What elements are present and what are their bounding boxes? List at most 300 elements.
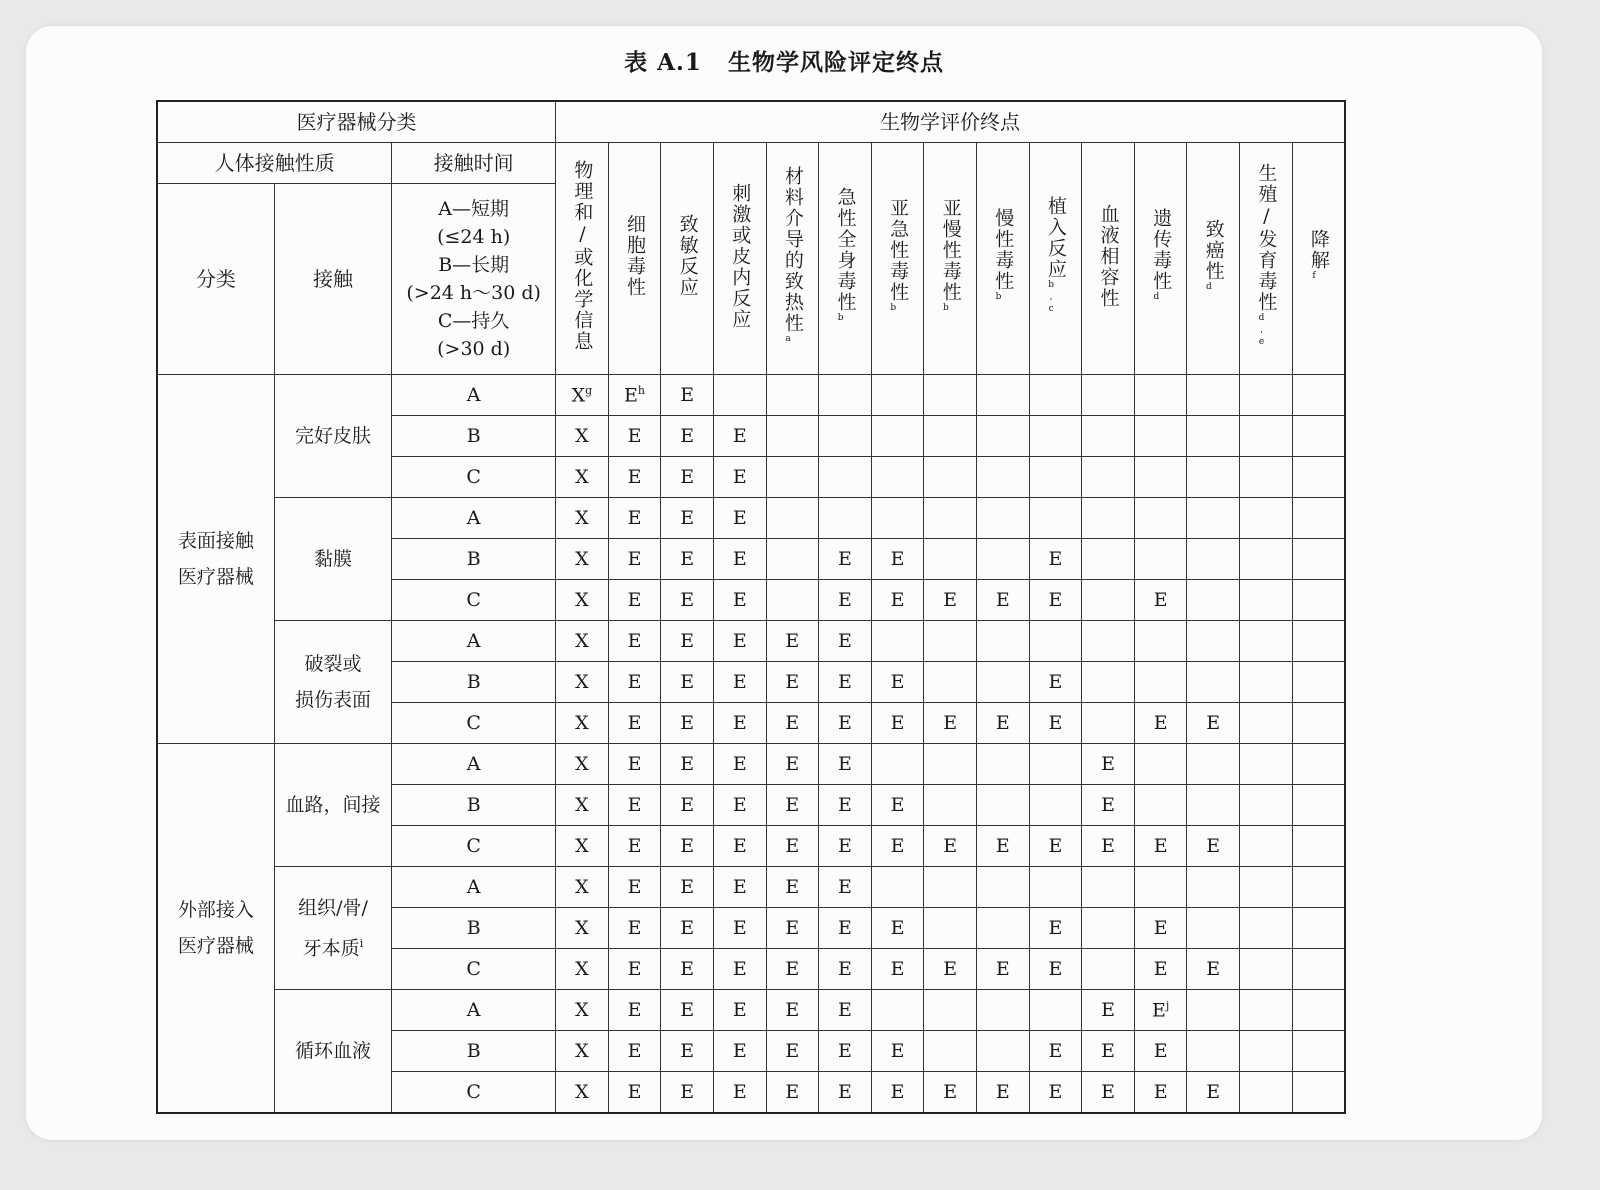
endpoint-cell — [556, 1072, 609, 1114]
cell-value: E — [627, 589, 642, 611]
endpoint-cell — [661, 990, 714, 1031]
endpoint-cell — [1240, 539, 1293, 580]
endpoint-cell — [977, 416, 1030, 457]
cell-value: E — [680, 1040, 695, 1062]
endpoint-cell — [1240, 908, 1293, 949]
endpoint-label-text: 致癌性 — [1202, 218, 1225, 282]
duration-legend — [392, 184, 556, 375]
duration-legend-line: (>30 d) — [437, 338, 511, 360]
endpoint-cell — [661, 826, 714, 867]
duration-cell: A — [392, 621, 556, 662]
cell-value: E — [1101, 753, 1115, 775]
cell-value: E — [785, 753, 800, 775]
cell-value: E — [890, 835, 905, 857]
endpoint-label-text: 物理和/或化学信息 — [571, 160, 594, 352]
endpoint-cell — [608, 621, 661, 662]
endpoint-cell — [661, 785, 714, 826]
endpoint-label-text: 急性全身毒性 — [834, 187, 857, 313]
endpoint-label — [1046, 196, 1065, 316]
endpoint-cell — [1240, 498, 1293, 539]
cell-value: E — [838, 712, 852, 734]
endpoint-cell — [924, 744, 977, 785]
cell-value: E — [680, 384, 695, 406]
endpoint-cell — [924, 908, 977, 949]
endpoint-cell — [608, 826, 661, 867]
endpoint-cell — [766, 744, 819, 785]
cell-value: E — [943, 712, 958, 734]
endpoint-cell — [661, 375, 714, 416]
endpoint-cell — [713, 539, 766, 580]
cell-value: E — [732, 548, 747, 570]
endpoint-cell — [871, 908, 924, 949]
endpoint-cell — [819, 1031, 872, 1072]
endpoint-header — [1292, 143, 1345, 375]
endpoint-header — [1187, 143, 1240, 375]
table-row — [157, 990, 1345, 1031]
cell-value: E — [838, 1040, 852, 1062]
endpoint-cell — [1187, 826, 1240, 867]
endpoint-cell — [1082, 785, 1135, 826]
endpoint-cell — [1240, 703, 1293, 744]
endpoint-cell — [871, 580, 924, 621]
endpoint-cell — [713, 416, 766, 457]
endpoint-label-text: 慢性毒性 — [992, 208, 1015, 292]
endpoint-label — [992, 208, 1015, 304]
contact-line — [275, 787, 391, 823]
duration-cell: C — [392, 457, 556, 498]
endpoint-cell — [871, 457, 924, 498]
endpoint-cell — [556, 457, 609, 498]
endpoint-cell — [819, 457, 872, 498]
endpoint-cell — [766, 990, 819, 1031]
endpoint-cell — [766, 1031, 819, 1072]
cell-value: E — [732, 1081, 747, 1103]
cell-value: E — [995, 835, 1010, 857]
endpoint-header — [977, 143, 1030, 375]
cell-value: E — [1153, 1040, 1168, 1062]
endpoint-cell — [924, 457, 977, 498]
endpoint-cell — [556, 1031, 609, 1072]
footnote-marker: b — [993, 292, 1004, 304]
endpoint-cell — [1187, 990, 1240, 1031]
endpoint-cell — [713, 662, 766, 703]
endpoint-cell — [1292, 375, 1345, 416]
endpoint-cell — [661, 457, 714, 498]
duration-cell: A — [392, 990, 556, 1031]
contact-cell — [274, 375, 391, 498]
category-line: 外部接入 — [177, 899, 254, 921]
endpoint-cell — [661, 949, 714, 990]
endpoint-cell — [1134, 703, 1187, 744]
endpoint-cell — [924, 867, 977, 908]
footnote-marker: i — [359, 936, 364, 950]
endpoint-cell — [1134, 662, 1187, 703]
endpoint-cell — [1240, 744, 1293, 785]
duration-legend-line: A—短期 — [438, 198, 510, 220]
endpoint-cell — [819, 621, 872, 662]
endpoint-cell — [1292, 867, 1345, 908]
cell-value: E — [1153, 589, 1168, 611]
cell-value: X — [575, 1081, 589, 1103]
cell-value: X — [575, 671, 589, 693]
cell-value: E — [680, 466, 695, 488]
endpoint-header — [1082, 143, 1135, 375]
cell-value: X — [575, 507, 589, 529]
table-body — [157, 101, 1345, 1113]
endpoint-cell — [977, 539, 1030, 580]
endpoint-label-text: 细胞毒性 — [624, 214, 647, 298]
cell-value: E — [732, 958, 747, 980]
duration-cell: A — [392, 498, 556, 539]
endpoint-cell — [871, 621, 924, 662]
endpoint-cell — [661, 539, 714, 580]
endpoint-cell — [608, 908, 661, 949]
endpoint-cell — [1240, 457, 1293, 498]
cell-value: E — [1206, 835, 1221, 857]
endpoint-cell — [766, 785, 819, 826]
cell-value: E — [943, 1081, 958, 1103]
cell-value: E — [627, 1040, 642, 1062]
endpoint-cell — [1187, 949, 1240, 990]
endpoint-cell — [924, 1072, 977, 1114]
footnote-marker: b — [835, 313, 846, 325]
duration-legend-line: (>24 h～30 d) — [406, 282, 541, 304]
endpoint-cell — [1134, 744, 1187, 785]
endpoint-cell — [977, 908, 1030, 949]
endpoint-cell — [977, 949, 1030, 990]
endpoint-cell — [1187, 498, 1240, 539]
cell-value: X — [575, 425, 589, 447]
cell-value: E — [1048, 712, 1063, 734]
endpoint-label — [1150, 208, 1173, 304]
endpoint-cell — [819, 990, 872, 1031]
endpoint-cell — [556, 949, 609, 990]
cell-value: E — [785, 876, 800, 898]
endpoint-cell — [1240, 867, 1293, 908]
endpoint-cell — [713, 826, 766, 867]
endpoint-cell — [556, 744, 609, 785]
contact-line — [275, 926, 391, 966]
header-row-1 — [157, 101, 1345, 143]
table-row — [157, 744, 1345, 785]
endpoint-label-text: 亚慢性毒性 — [939, 197, 962, 303]
endpoint-header — [924, 143, 977, 375]
endpoint-cell — [924, 375, 977, 416]
endpoint-label — [1255, 163, 1278, 349]
endpoint-cell — [556, 498, 609, 539]
cell-value: E — [1048, 835, 1063, 857]
cell-value: E — [732, 876, 747, 898]
endpoint-cell — [1134, 867, 1187, 908]
table-title — [26, 44, 1542, 77]
endpoint-cell — [977, 1072, 1030, 1114]
endpoint-cell — [1240, 785, 1293, 826]
contact-line — [275, 418, 391, 454]
endpoint-cell — [1134, 990, 1187, 1031]
endpoint-cell — [924, 826, 977, 867]
endpoint-label — [887, 197, 910, 315]
cell-value: X — [575, 794, 589, 816]
endpoint-cell — [661, 1031, 714, 1072]
table-row — [157, 375, 1345, 416]
duration-cell: B — [392, 1031, 556, 1072]
contact-line — [275, 890, 391, 926]
endpoint-cell — [1082, 457, 1135, 498]
cell-value: E — [943, 589, 958, 611]
endpoint-cell — [819, 703, 872, 744]
endpoint-cell — [766, 457, 819, 498]
endpoint-cell — [871, 785, 924, 826]
endpoint-cell — [1029, 539, 1082, 580]
cell-value: E — [1048, 1081, 1063, 1103]
contact-line-text: 完好皮肤 — [295, 425, 372, 447]
endpoint-header — [819, 143, 872, 375]
footnote-marker: b — [940, 302, 951, 315]
endpoint-cell — [556, 580, 609, 621]
endpoint-cell — [713, 785, 766, 826]
endpoint-cell — [766, 703, 819, 744]
contact-line-text: 破裂或 — [304, 653, 362, 675]
endpoint-cell — [871, 662, 924, 703]
cell-value: X — [575, 999, 589, 1021]
endpoint-cell — [608, 498, 661, 539]
endpoint-cell — [871, 744, 924, 785]
endpoint-cell — [1240, 621, 1293, 662]
cell-value: E — [680, 671, 695, 693]
endpoint-cell — [977, 621, 1030, 662]
category-cell — [157, 744, 274, 1114]
cell-value: E — [838, 753, 852, 775]
duration-cell: C — [392, 826, 556, 867]
endpoint-cell — [713, 1031, 766, 1072]
endpoint-cell — [1187, 416, 1240, 457]
duration-cell: C — [392, 703, 556, 744]
endpoint-cell — [1029, 416, 1082, 457]
cell-value: E — [627, 876, 642, 898]
endpoint-cell — [1292, 457, 1345, 498]
endpoint-cell — [871, 703, 924, 744]
endpoint-cell — [819, 908, 872, 949]
endpoint-cell — [1082, 949, 1135, 990]
endpoint-cell — [1029, 703, 1082, 744]
cell-value: E — [732, 999, 747, 1021]
endpoint-cell — [1240, 416, 1293, 457]
endpoint-cell — [819, 867, 872, 908]
cell-value: E — [890, 958, 905, 980]
endpoint-cell — [1292, 539, 1345, 580]
endpoint-cell — [924, 785, 977, 826]
cell-value: E — [1153, 917, 1168, 939]
endpoint-cell — [1134, 375, 1187, 416]
duration-cell: A — [392, 375, 556, 416]
endpoint-cell — [713, 908, 766, 949]
endpoint-cell — [661, 744, 714, 785]
cell-value: E — [1101, 835, 1115, 857]
endpoint-cell — [608, 949, 661, 990]
endpoint-cell — [819, 949, 872, 990]
endpoint-cell — [713, 744, 766, 785]
footnote-marker: b — [888, 302, 899, 315]
cell-value: E — [838, 630, 852, 652]
cell-value: E — [732, 630, 747, 652]
endpoint-cell — [871, 539, 924, 580]
endpoint-label-text: 植入反应 — [1044, 196, 1067, 280]
endpoint-cell — [819, 375, 872, 416]
endpoint-label — [834, 187, 857, 325]
endpoint-table — [156, 100, 1346, 1114]
cell-value: X — [575, 917, 589, 939]
endpoint-cell — [1292, 621, 1345, 662]
endpoint-cell — [766, 908, 819, 949]
endpoint-label — [624, 214, 647, 298]
endpoint-cell — [819, 498, 872, 539]
header-row-2 — [157, 143, 1345, 184]
endpoint-cell — [819, 539, 872, 580]
cell-value: E — [785, 958, 800, 980]
endpoint-cell — [1292, 416, 1345, 457]
endpoint-cell — [1082, 498, 1135, 539]
endpoint-cell — [766, 498, 819, 539]
endpoint-cell — [713, 1072, 766, 1114]
cell-value: E — [890, 712, 905, 734]
endpoint-cell — [1134, 908, 1187, 949]
endpoint-header — [1029, 143, 1082, 375]
endpoint-header — [713, 143, 766, 375]
endpoint-cell — [1187, 1031, 1240, 1072]
endpoint-cell — [1029, 457, 1082, 498]
endpoint-cell — [1187, 375, 1240, 416]
endpoint-cell — [713, 621, 766, 662]
endpoint-cell — [977, 457, 1030, 498]
endpoint-cell — [1082, 375, 1135, 416]
cell-value: X — [575, 712, 589, 734]
endpoint-cell — [661, 908, 714, 949]
contact-cell — [274, 621, 391, 744]
endpoint-cell — [713, 867, 766, 908]
table-number: 表 A.1 — [624, 49, 702, 76]
endpoint-cell — [1292, 785, 1345, 826]
cell-value: E — [1151, 999, 1166, 1022]
cell-value: E — [680, 507, 695, 529]
endpoint-cell — [661, 703, 714, 744]
endpoint-label-text: 刺激或皮内反应 — [729, 182, 752, 330]
contact-line — [275, 682, 391, 718]
cell-value: E — [943, 958, 958, 980]
endpoint-cell — [766, 949, 819, 990]
endpoint-cell — [977, 990, 1030, 1031]
cell-value: E — [995, 589, 1010, 611]
endpoint-cell — [1082, 621, 1135, 662]
endpoint-cell — [1292, 949, 1345, 990]
duration-cell: B — [392, 662, 556, 703]
cell-value: E — [838, 589, 852, 611]
endpoint-cell — [924, 662, 977, 703]
endpoint-cell — [1082, 908, 1135, 949]
endpoint-cell — [661, 498, 714, 539]
endpoint-cell — [608, 785, 661, 826]
endpoint-cell — [713, 990, 766, 1031]
endpoint-cell — [766, 580, 819, 621]
endpoint-header — [871, 143, 924, 375]
endpoint-cell — [1240, 662, 1293, 703]
cell-value: E — [627, 425, 642, 447]
nature-of-contact-header: 人体接触性质 — [157, 143, 392, 184]
endpoint-cell — [1240, 826, 1293, 867]
endpoint-cell — [977, 375, 1030, 416]
cell-value: E — [627, 794, 642, 816]
endpoint-cell — [819, 416, 872, 457]
cell-value: E — [838, 958, 852, 980]
endpoint-cell — [1134, 785, 1187, 826]
endpoint-cell — [1082, 826, 1135, 867]
cell-value: E — [627, 548, 642, 570]
endpoint-cell — [1187, 621, 1240, 662]
footnote-marker: j — [1165, 998, 1170, 1012]
duration-cell: A — [392, 744, 556, 785]
footnote-marker: a — [783, 334, 794, 346]
endpoint-cell — [556, 990, 609, 1031]
endpoint-cell — [608, 580, 661, 621]
cell-value: E — [1153, 712, 1168, 734]
cell-value: E — [1153, 958, 1168, 980]
duration-cell: C — [392, 1072, 556, 1114]
cell-value: X — [575, 466, 589, 488]
endpoint-cell — [1240, 1072, 1293, 1114]
endpoint-cell — [871, 949, 924, 990]
endpoint-cell — [819, 662, 872, 703]
endpoint-cell — [871, 416, 924, 457]
endpoint-cell — [1134, 1072, 1187, 1114]
endpoint-cell — [1187, 785, 1240, 826]
cell-value: E — [732, 917, 747, 939]
cell-value: E — [624, 384, 638, 407]
contact-line-text: 损伤表面 — [295, 689, 372, 711]
cell-value: E — [732, 753, 747, 775]
endpoint-cell — [1029, 621, 1082, 662]
footnote-marker: d — [1203, 281, 1214, 294]
endpoint-cell — [556, 416, 609, 457]
cell-value: E — [838, 835, 852, 857]
cell-value: X — [575, 876, 589, 898]
cell-value: E — [680, 548, 695, 570]
duration-cell: B — [392, 785, 556, 826]
endpoint-cell — [871, 867, 924, 908]
endpoint-cell — [977, 580, 1030, 621]
cell-value: E — [1048, 958, 1063, 980]
endpoint-cell — [1029, 785, 1082, 826]
endpoint-cell — [713, 457, 766, 498]
endpoint-cell — [1029, 949, 1082, 990]
contact-cell — [274, 867, 391, 990]
cell-value: E — [627, 835, 642, 857]
endpoint-cell — [608, 662, 661, 703]
endpoint-cell — [1240, 1031, 1293, 1072]
cell-value: E — [1206, 712, 1221, 734]
cell-value: E — [838, 794, 852, 816]
cell-value: X — [575, 1040, 589, 1062]
endpoint-cell — [1029, 990, 1082, 1031]
endpoint-cell — [556, 662, 609, 703]
endpoint-cell — [1187, 539, 1240, 580]
endpoint-cell — [713, 703, 766, 744]
endpoint-cell — [1240, 949, 1293, 990]
endpoint-cell — [1240, 990, 1293, 1031]
endpoint-cell — [819, 580, 872, 621]
cell-value: E — [890, 671, 905, 693]
endpoint-cell — [608, 539, 661, 580]
cell-value: E — [890, 1040, 905, 1062]
cell-value: E — [995, 958, 1010, 980]
